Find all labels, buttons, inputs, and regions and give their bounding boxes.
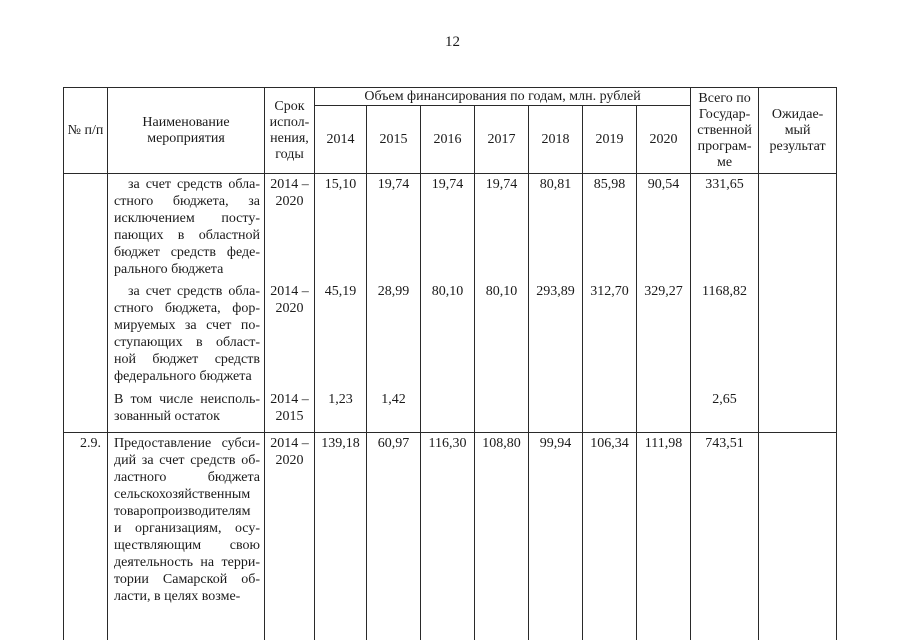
header-period: Срок испол-нения, годы bbox=[265, 88, 315, 174]
row-value: 1,23 bbox=[315, 389, 367, 428]
table-row bbox=[64, 281, 837, 389]
row-name: за счет средств обла-стного бюджета, за исключением посту-пающих в областной бюджет средств феде-рального бюджета bbox=[108, 174, 265, 281]
row-value: 45,19 bbox=[315, 281, 367, 389]
row-value bbox=[583, 389, 637, 428]
header-num: № п/п bbox=[64, 88, 108, 174]
row-value bbox=[475, 389, 529, 428]
row-value: 312,70 bbox=[583, 281, 637, 389]
row-value: 85,98 bbox=[583, 174, 637, 281]
row-num bbox=[64, 174, 108, 281]
row-value: 116,30 bbox=[421, 432, 475, 640]
row-period: 2014 – 2020 bbox=[265, 174, 315, 281]
row-period: 2014 – 2015 bbox=[265, 389, 315, 428]
row-num: 2.9. bbox=[64, 432, 108, 640]
page-number: 12 bbox=[445, 34, 460, 50]
row-value: 139,18 bbox=[315, 432, 367, 640]
row-value: 19,74 bbox=[475, 174, 529, 281]
row-total: 743,51 bbox=[691, 432, 759, 640]
row-value: 1,42 bbox=[367, 389, 421, 428]
row-value: 106,34 bbox=[583, 432, 637, 640]
header-year: 2016 bbox=[421, 106, 475, 174]
header-year: 2015 bbox=[367, 106, 421, 174]
header-result: Ожидае-мый результат bbox=[759, 88, 837, 174]
header-year: 2018 bbox=[529, 106, 583, 174]
header-funding: Объем финансирования по годам, млн. рублей bbox=[315, 88, 691, 106]
header-year: 2020 bbox=[637, 106, 691, 174]
row-value: 293,89 bbox=[529, 281, 583, 389]
table-row bbox=[64, 174, 837, 281]
row-value: 111,98 bbox=[637, 432, 691, 640]
row-name: Предоставление субси-дий за счет средств об-ластного бюджета сельскохозяйственным товаропроизводителям и организациям, осу-ществляющим свою деятельность на терри-тории Самарской об-ласти, в целях возме- bbox=[108, 432, 265, 640]
header-name: Наименование мероприятия bbox=[108, 88, 265, 174]
row-num bbox=[64, 389, 108, 428]
row-result bbox=[759, 174, 837, 281]
header-total: Всего по Государ-ственной програм-ме bbox=[691, 88, 759, 174]
row-value bbox=[421, 389, 475, 428]
row-period: 2014 – 2020 bbox=[265, 281, 315, 389]
row-period: 2014 – 2020 bbox=[265, 432, 315, 640]
table-body bbox=[63, 174, 837, 640]
row-value bbox=[637, 389, 691, 428]
row-value: 60,97 bbox=[367, 432, 421, 640]
row-value: 108,80 bbox=[475, 432, 529, 640]
row-value: 80,10 bbox=[421, 281, 475, 389]
row-value: 15,10 bbox=[315, 174, 367, 281]
row-value: 19,74 bbox=[367, 174, 421, 281]
header-year: 2019 bbox=[583, 106, 637, 174]
row-name: В том числе неисполь-зованный остаток bbox=[108, 389, 265, 428]
row-value: 80,81 bbox=[529, 174, 583, 281]
row-result bbox=[759, 432, 837, 640]
row-total: 331,65 bbox=[691, 174, 759, 281]
row-value: 80,10 bbox=[475, 281, 529, 389]
table-header bbox=[63, 87, 837, 174]
table-row bbox=[64, 389, 837, 428]
row-total: 2,65 bbox=[691, 389, 759, 428]
row-value bbox=[529, 389, 583, 428]
row-result bbox=[759, 389, 837, 428]
row-value: 90,54 bbox=[637, 174, 691, 281]
table-row bbox=[64, 432, 837, 640]
row-total: 1168,82 bbox=[691, 281, 759, 389]
row-value: 19,74 bbox=[421, 174, 475, 281]
row-num bbox=[64, 281, 108, 389]
row-value: 329,27 bbox=[637, 281, 691, 389]
row-name: за счет средств обла-стного бюджета, фор-мируемых за счет по-ступающих в област-ной бюджет средств федерального бюджета bbox=[108, 281, 265, 389]
header-year: 2014 bbox=[315, 106, 367, 174]
row-result bbox=[759, 281, 837, 389]
row-value: 28,99 bbox=[367, 281, 421, 389]
row-value: 99,94 bbox=[529, 432, 583, 640]
header-year: 2017 bbox=[475, 106, 529, 174]
